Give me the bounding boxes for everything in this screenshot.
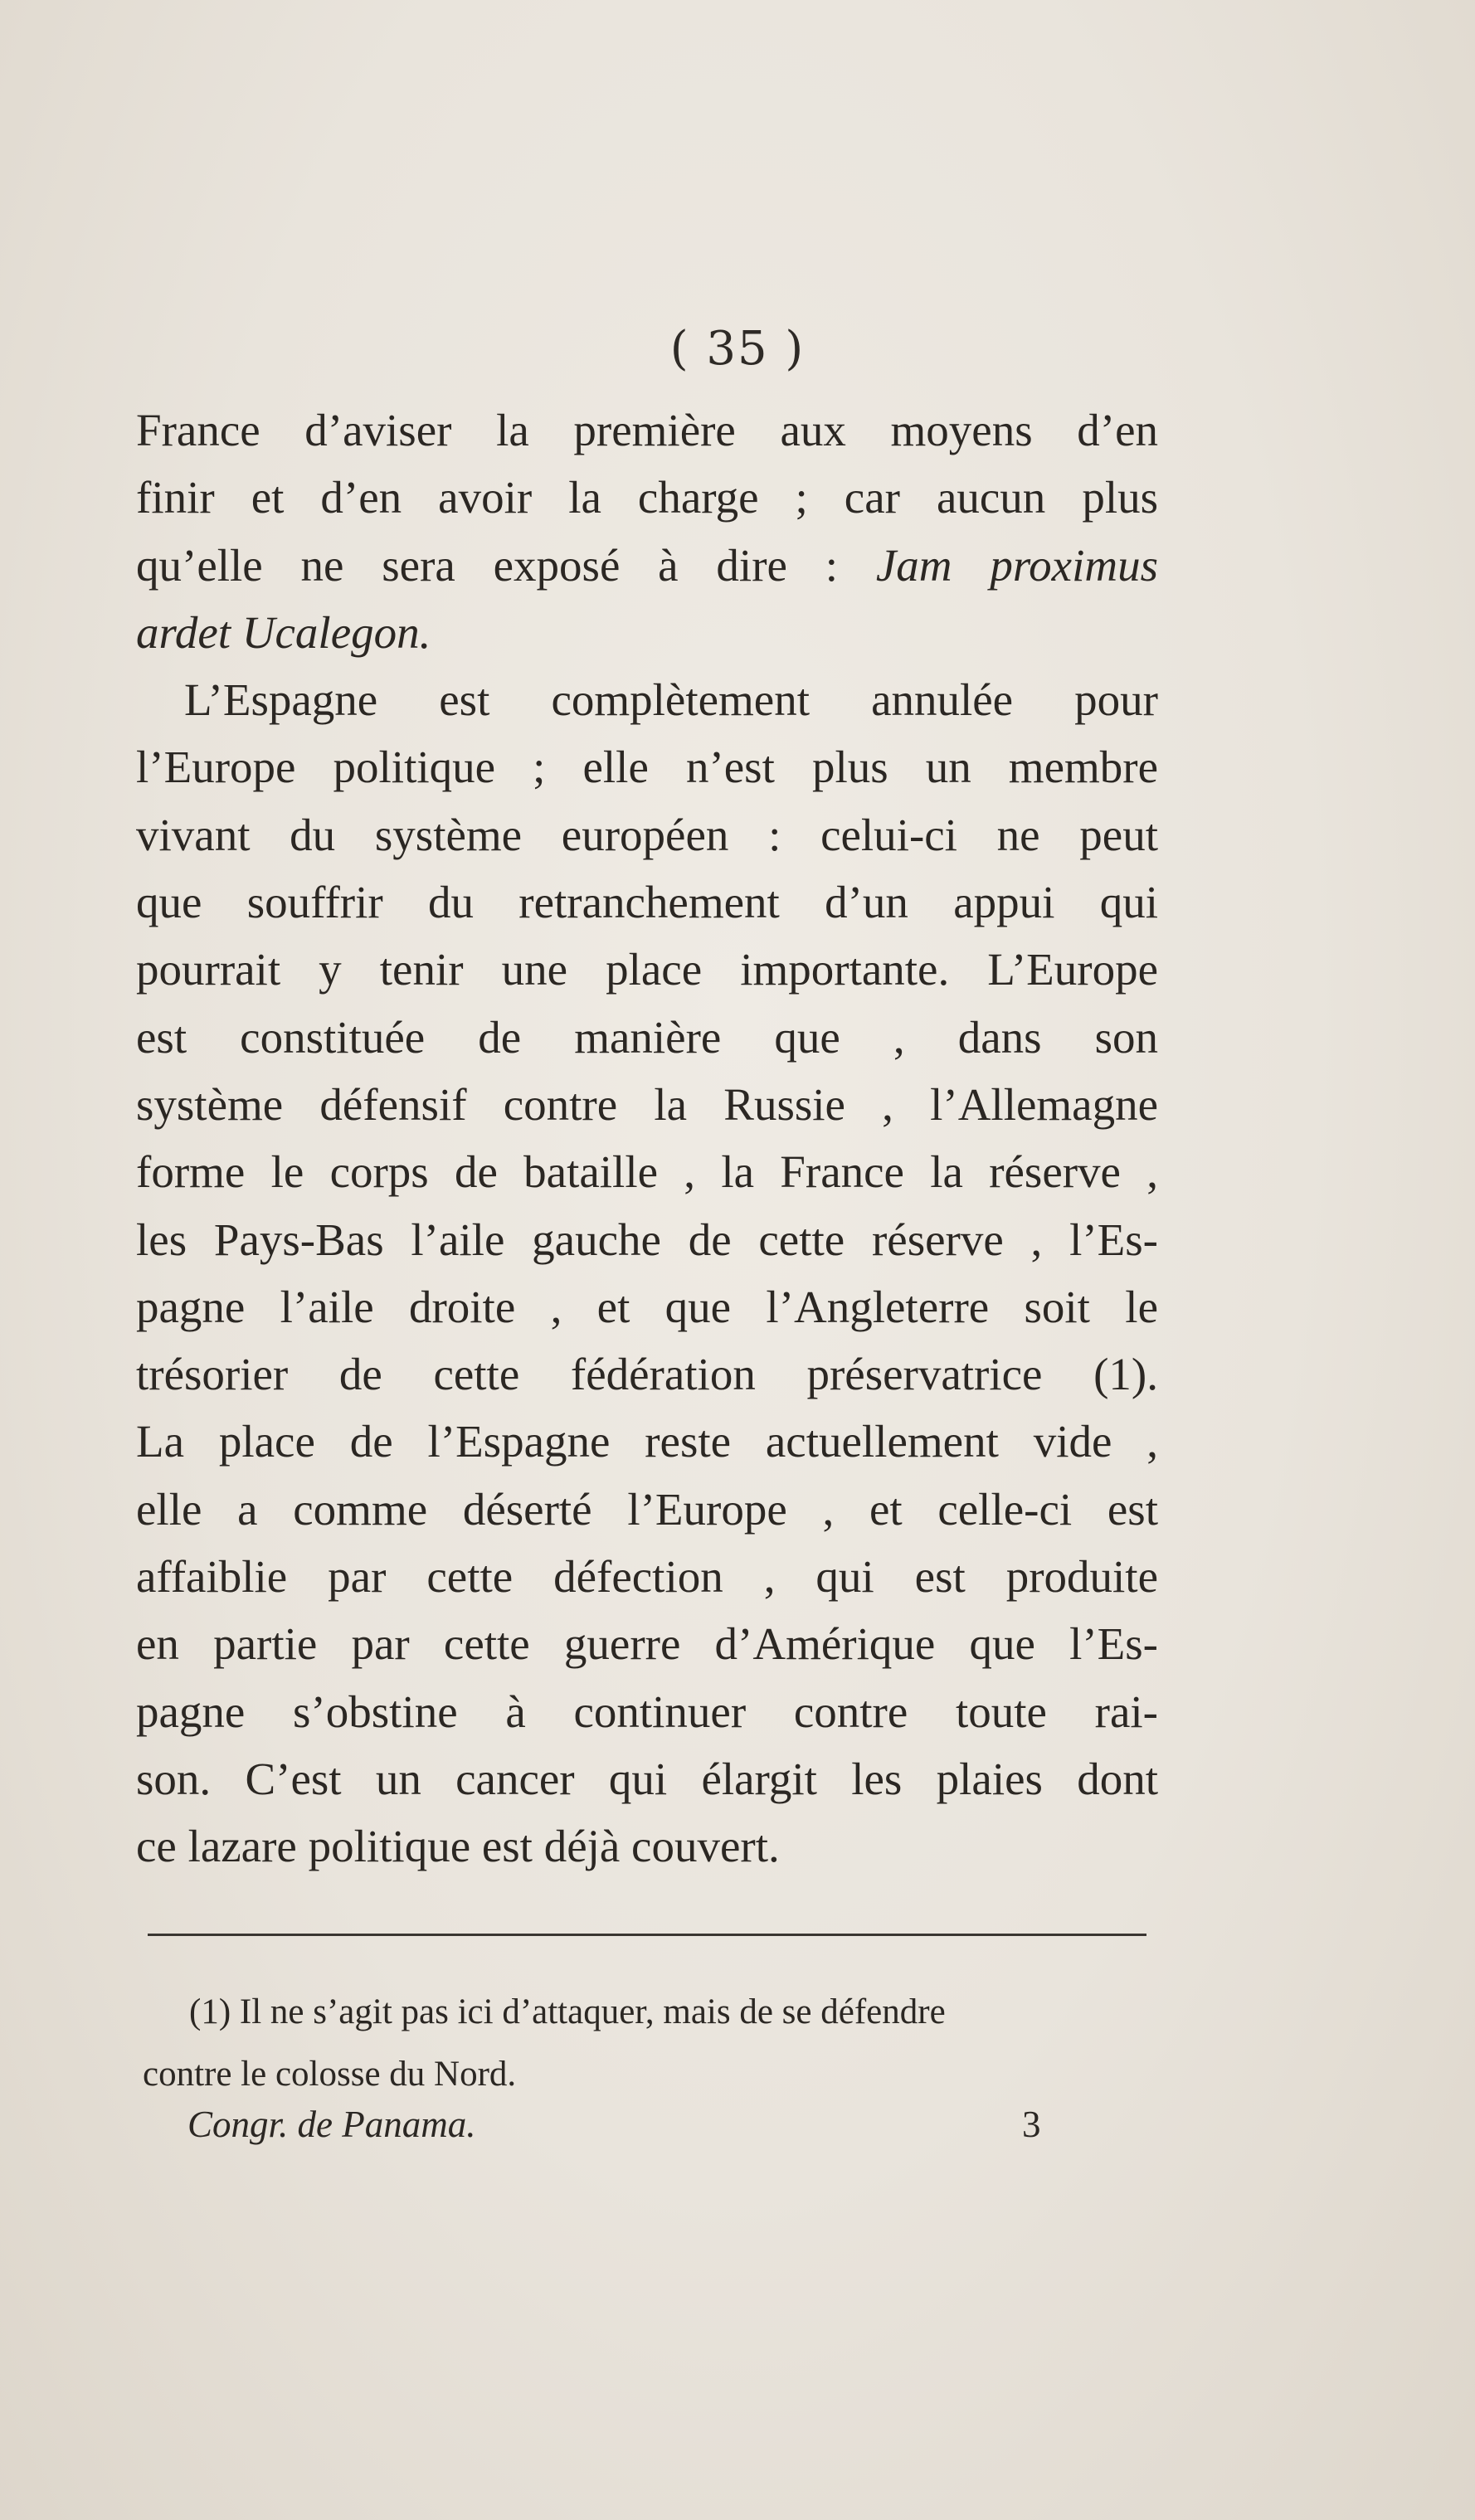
text-line: l’Europe politique ; elle n’est plus un membre bbox=[136, 742, 1158, 793]
text-line: La place de l’Espagne reste actuellement vide , bbox=[136, 1416, 1158, 1467]
text-line-lead: qu’elle ne sera exposé à dire : bbox=[136, 539, 876, 591]
text-line: que souffrir du retranchement d’un appui qui bbox=[136, 877, 1158, 928]
text-line: forme le corps de bataille , la France la réserve , bbox=[136, 1146, 1158, 1198]
sheet-number: 3 bbox=[1022, 2104, 1041, 2145]
text-line: pagne s’obstine à continuer contre toute rai- bbox=[136, 1686, 1158, 1737]
footnote-line: (1) Il ne s’agit pas ici d’attaquer, mais de se défendre bbox=[189, 1992, 946, 2031]
body-text bbox=[136, 396, 1158, 1880]
signature-mark: Congr. de Panama. bbox=[187, 2104, 476, 2145]
text-line: affaiblie par cette défection , qui est produite bbox=[136, 1551, 1158, 1603]
text-line: système défensif contre la Russie , l’Allemagne bbox=[136, 1078, 1158, 1130]
latin-quote-end: ardet Ucalegon. bbox=[136, 606, 431, 658]
footnote-rule bbox=[148, 1934, 1146, 1936]
text-line: son. C’est un cancer qui élargit les plaies dont bbox=[136, 1753, 1158, 1804]
text-line bbox=[136, 532, 1158, 599]
text-line: elle a comme déserté l’Europe , et celle-ci est bbox=[136, 1483, 1158, 1535]
text-line: trésorier de cette fédération préservatrice (1). bbox=[136, 1349, 1158, 1400]
text-line: France d’aviser la première aux moyens d’en bbox=[136, 405, 1158, 455]
paragraph-start: L’Espagne est complètement annulée pour bbox=[184, 674, 1158, 726]
text-line: est constituée de manière que , dans son bbox=[136, 1011, 1158, 1063]
footnote-line: contre le colosse du Nord. bbox=[143, 2055, 517, 2094]
text-line: en partie par cette guerre d’Amérique que l’Es- bbox=[136, 1618, 1158, 1670]
text-line: finir et d’en avoir la charge ; car aucun plus bbox=[136, 472, 1158, 523]
text-line-last: ce lazare politique est déjà couvert. bbox=[136, 1821, 780, 1872]
text-line: pourrait y tenir une place importante. L’Europe bbox=[136, 944, 1158, 995]
latin-quote: Jam proximus bbox=[875, 539, 1158, 591]
text-line: les Pays-Bas l’aile gauche de cette réserve , l’Es- bbox=[136, 1214, 1158, 1265]
footnote bbox=[143, 1981, 1163, 2105]
text-line: pagne l’aile droite , et que l’Angleterre soit le bbox=[136, 1281, 1158, 1332]
text-line: vivant du système européen : celui-ci ne peut bbox=[136, 809, 1158, 860]
page-number: ( 35 ) bbox=[669, 322, 806, 376]
